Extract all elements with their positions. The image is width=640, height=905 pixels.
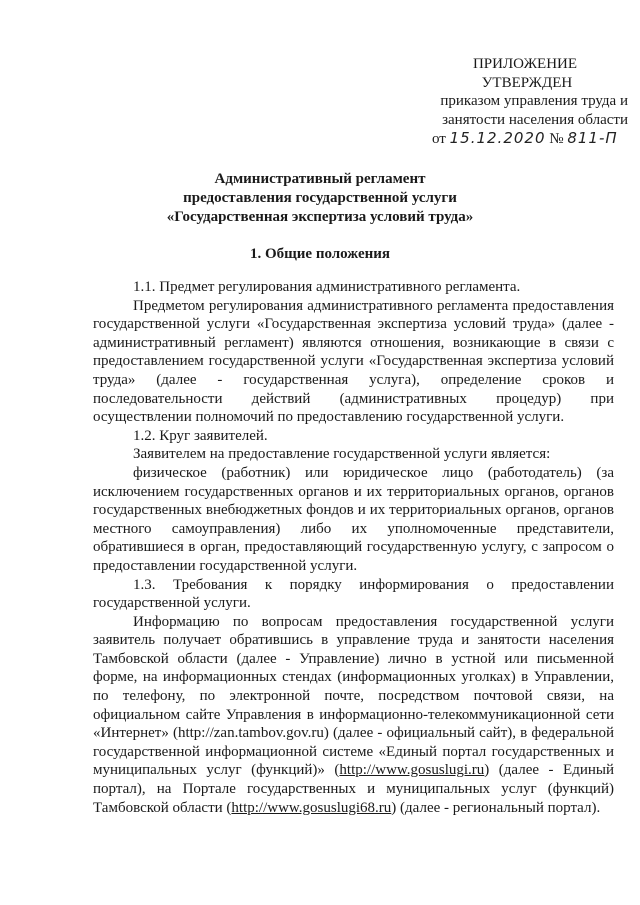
approval-date-line: [392, 129, 628, 149]
gosuslugi-link[interactable]: http://www.gosuslugi.ru: [339, 762, 485, 779]
paragraph-1-2: 1.2. Круг заявителей.: [133, 427, 268, 444]
approval-department: занятости населения области: [442, 111, 628, 128]
paragraph-subject: Предметом регулирования административного регламента предоставления государственной услуги «Государственная экспертиза условий труда» (далее - административный регламент) являются отношения, возникающие в связи с предоставлением государственной услуги «Государственная экспертиза условий труда» (далее - государственная услуга), определение сроков и последовательности действий (административных процедур) при осуществлении полномочий по предоставлению государственной услуги.: [93, 297, 614, 426]
title-line-1: Административный регламент: [214, 171, 426, 187]
title-line-2: предоставления государственной услуги: [183, 190, 457, 206]
paragraph-applicants: физическое (работник) или юридическое лицо (работодатель) (за исключением государственных органов и их территориальных органов, органов государственных внебюджетных фондов и их территориальных органов, органов местного самоуправления) либо их уполномоченные представители, обратившиеся в орган, предоставляющий государственную услугу, с запросом о предоставлении государственной услуги.: [93, 464, 614, 574]
document-title: [0, 170, 640, 227]
info-text-1: Информацию по вопросам предоставления государственной услуги заявитель получает обратившись в управление труда и занятости населения Тамбовской области (далее - Управление) лично в устной или письменной форме, на информационных стендах (информационных уголках) в Управлении, по телефону, по электронной почте, посредством почтовой связи, на официальном сайте Управления в информационно-телекоммуникационной сети «Интернет» (http://zan.tambov.gov.ru) (далее - официальный сайт), в федеральной государственной информационной системе «Единый портал государственных и муниципальных услуг (функций)» (: [93, 613, 614, 779]
section-heading: 1. Общие положения: [249, 246, 391, 262]
approval-appendix: ПРИЛОЖЕНИЕ: [472, 56, 578, 72]
approval-order-of: приказом управления труда и: [440, 93, 628, 110]
info-text-3: ) (далее - региональный портал).: [391, 799, 601, 816]
document-body: [93, 278, 614, 817]
date-prefix: от: [432, 131, 446, 148]
number-sign: №: [549, 131, 564, 148]
approval-approved: УТВЕРЖДЕН: [481, 74, 573, 91]
paragraph-information: [93, 613, 614, 818]
paragraph-applicant-intro: Заявителем на предоставление государственной услуги является:: [133, 446, 551, 463]
paragraph-1-3: 1.3. Требования к порядку информирования о предоставлении государственной услуги.: [93, 576, 614, 612]
handwritten-number: 811-П: [567, 129, 618, 148]
info-text-2: ) (далее - Единый портал), на Портале государственных и муниципальных услуг (функций) Тамбовской области (: [93, 762, 614, 816]
gosuslugi68-link[interactable]: http://www.gosuslugi68.ru: [231, 799, 392, 816]
approval-stamp-block: [392, 55, 628, 149]
title-line-3: «Государственная экспертиза условий труда»: [166, 209, 474, 225]
paragraph-1-1: 1.1. Предмет регулирования административного регламента.: [133, 279, 521, 295]
handwritten-date: 15.12.2020: [449, 129, 546, 148]
